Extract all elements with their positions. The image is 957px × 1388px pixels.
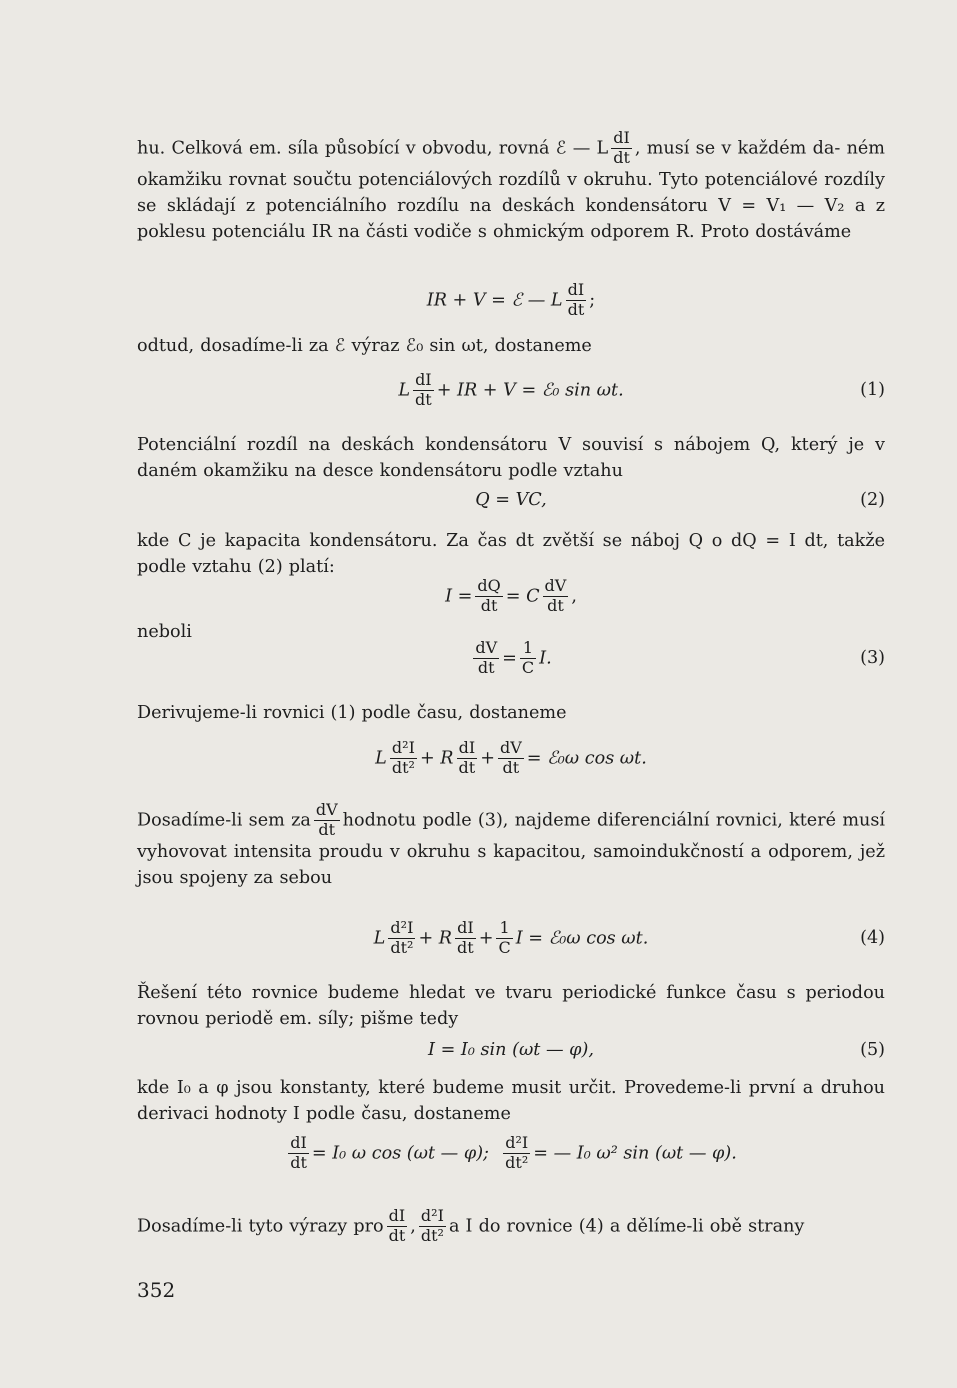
- paragraph-solution: Řešení této rovnice budeme hledat ve tvaru periodické funkce času s periodou rovnou periodě em. síly; pišme tedy: [137, 983, 885, 1029]
- paragraph-differential: Dosadíme-li sem za $\frac{dV}{dt}$ hodnotu podle (3), najdeme diferenciální rovnici, které musí vyhovovat intensita proudu v okruhu s kapacitou, samoindukčností a odporem, jež jsou spojeny za sebou: [137, 800, 885, 888]
- paragraph-derivative: Derivujeme-li rovnici (1) podle času, dostaneme: [137, 703, 567, 723]
- page-number: 352: [137, 1278, 176, 1302]
- equation-current-charge: I = $\frac{dQ}{dt}$ = C $\frac{dV}{dt}$ ,: [445, 576, 577, 615]
- equation-4: L $\frac{\text{d²I}}{\text{dt²}}$ + R $\frac{dI}{dt}$ + $\frac{1}{C}$ I = ℰ₀ω cos ωt. (4): [373, 918, 885, 957]
- equation-number: (2): [860, 490, 885, 510]
- paragraph-intro: [137, 130, 885, 245]
- equation-number: (5): [860, 1040, 885, 1060]
- paragraph-substitute: odtud, dosadíme-li za ℰ výraz ℰ₀ sin ωt, dostaneme: [137, 336, 592, 356]
- equation-5: I = I₀ sin (ωt — φ), (5): [428, 1040, 885, 1060]
- paragraph-potential: Potenciální rozdíl na deskách kondensátoru V souvisí s nábojem Q, který je v daném okamžiku na desce kondensátoru podle vztahu: [137, 435, 885, 481]
- equation-3: $\frac{dV}{dt}$ = $\frac{1}{C}$ I. (3): [475, 638, 885, 677]
- equation-number: (1): [860, 380, 885, 401]
- equation-2: Q = VC, (2): [475, 490, 885, 510]
- text-segment: hu. Celková em. síla působící v obvodu, rovná ℰ — L: [137, 138, 609, 159]
- fraction-dI-dt: $\frac{dI}{dt}$: [613, 128, 630, 167]
- text-segment: , musí se v každém da-: [634, 138, 841, 159]
- text-segment: ném okamžiku rovnat součtu potenciálových rozdílů v okruhu. Tyto potenciálové rozdíly se skládají z potenciálního rozdílu na deskách kondensátoru V = V₁ — V₂ a z poklesu potenciálu IR na části vodiče s ohmickým odporem R. Proto dostáváme: [137, 138, 885, 242]
- equation-number: (4): [860, 928, 885, 949]
- paragraph-capacity: kde C je kapacita kondensátoru. Za čas dt zvětší se náboj Q o dQ = I dt, takže podle vztahu (2) platí:: [137, 531, 885, 577]
- equation-derivative: L $\frac{\text{d²I}}{\text{dt²}}$ + R $\frac{dI}{dt}$ + $\frac{dV}{dt}$ = ℰ₀ω cos ωt.: [375, 738, 647, 777]
- paragraph-constants: kde I₀ a φ jsou konstanty, které budeme musit určit. Provedeme-li první a druhou derivaci hodnoty I podle času, dostaneme: [137, 1078, 885, 1124]
- equation-voltage-balance: IR + V = ℰ — L $\frac{dI}{dt}$ ;: [426, 280, 596, 319]
- paragraph-substitute-final: Dosadíme-li tyto výrazy pro $\frac{dI}{dt}$ , $\frac{\text{d²I}}{\text{dt²}}$ a I do rovnice (4) a dělíme-li obě strany: [137, 1206, 805, 1245]
- equation-1: L $\frac{dI}{dt}$ + IR + V = ℰ₀ sin ωt. (1): [398, 370, 885, 409]
- label-neboli: neboli: [137, 622, 192, 642]
- equation-number: (3): [860, 648, 885, 669]
- equation-derivatives-of-I: $\frac{dI}{dt}$ = I₀ ω cos (ωt — φ); $\frac{\text{d²I}}{\text{dt²}}$ = — I₀ ω² sin (ωt — φ).: [290, 1133, 737, 1172]
